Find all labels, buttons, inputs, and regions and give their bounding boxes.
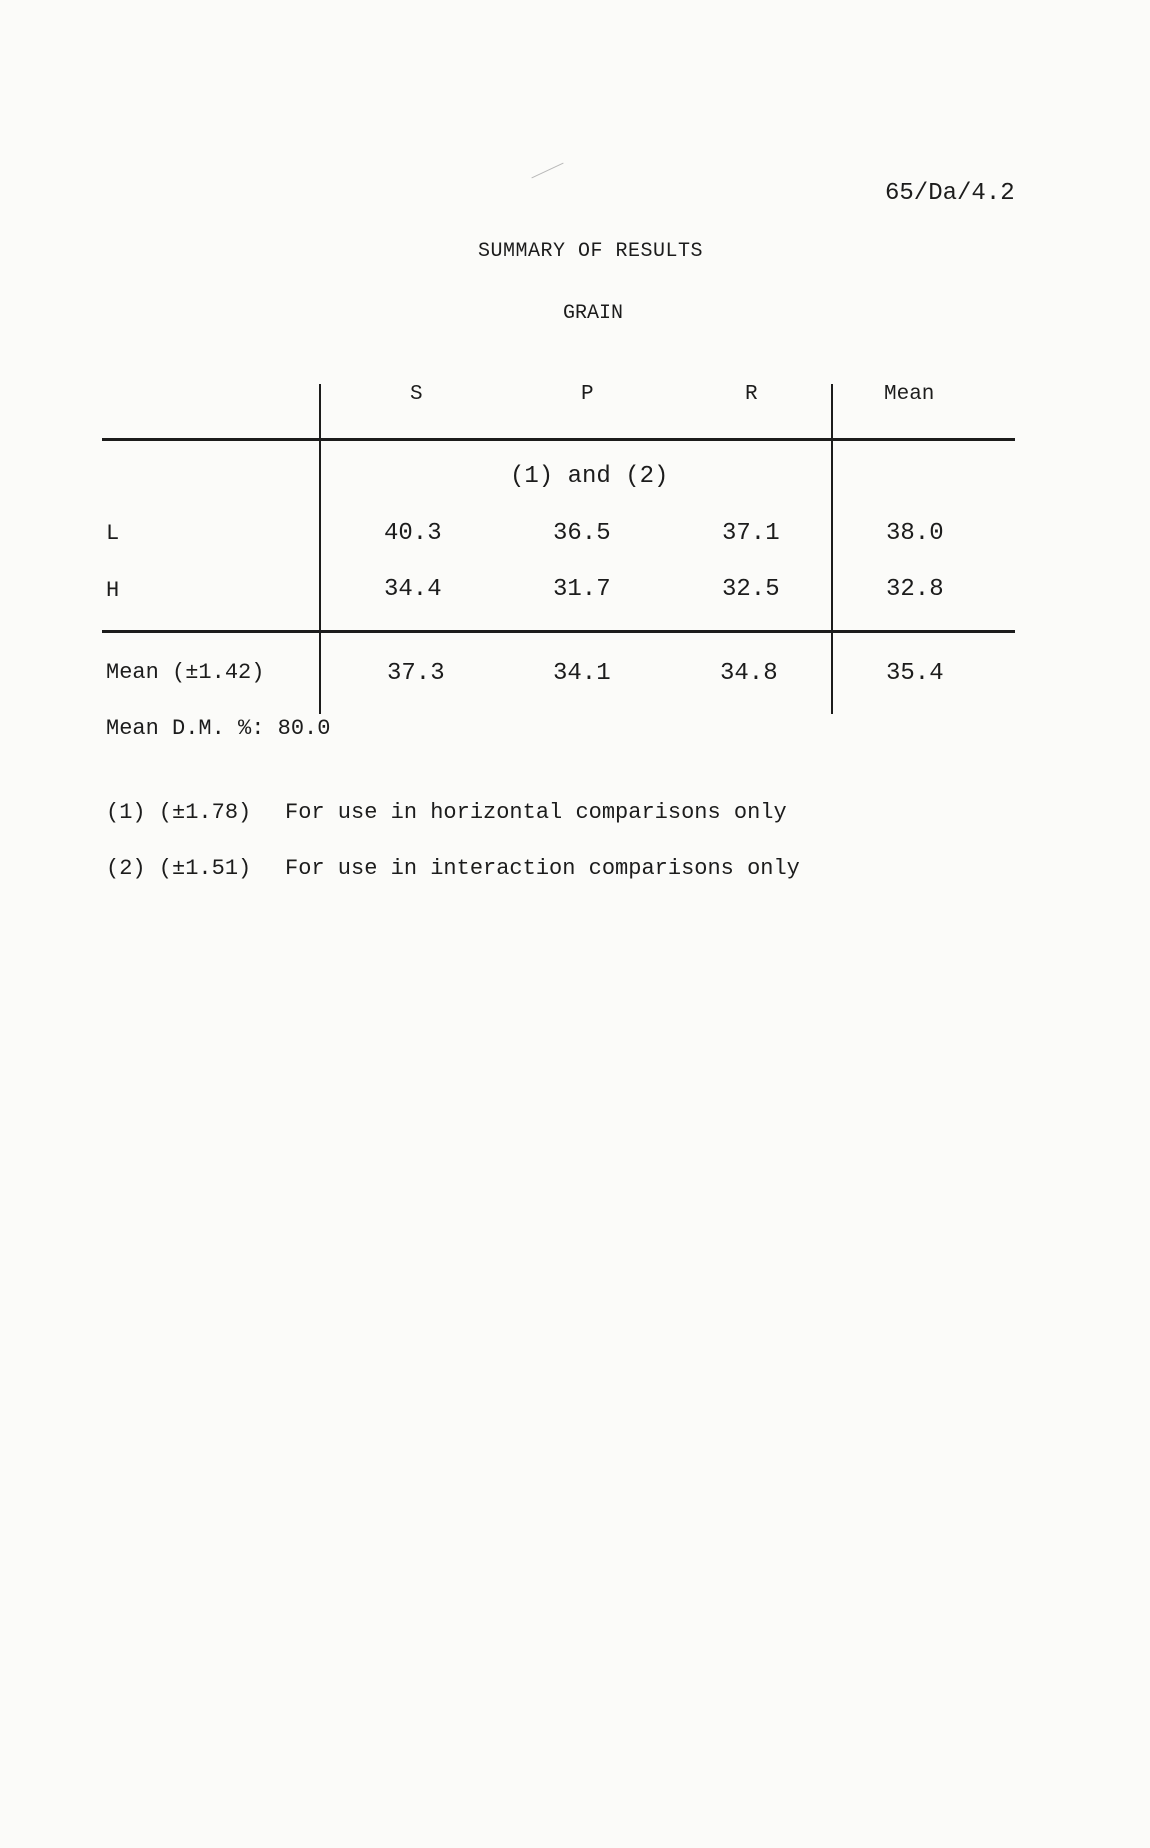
table-cell: 38.0: [886, 520, 944, 547]
page-title: SUMMARY OF RESULTS: [478, 240, 704, 263]
table-right-rule: [831, 384, 833, 714]
table-left-rule: [319, 384, 321, 714]
table-cell: 34.8: [720, 660, 778, 687]
mean-dm: Mean D.M. %: 80.0: [106, 716, 331, 741]
page-subtitle: GRAIN: [563, 302, 624, 325]
table-cell: 32.8: [886, 576, 944, 603]
note-1-marker: (1) (±1.78): [106, 800, 252, 825]
header-divider: [102, 438, 1015, 441]
table-cell: 34.1: [553, 660, 611, 687]
mean-row-label: Mean (±1.42): [106, 660, 265, 685]
document-reference: 65/Da/4.2: [885, 180, 1015, 207]
table-cell: 40.3: [384, 520, 442, 547]
note-1-text: For use in horizontal comparisons only: [285, 800, 787, 825]
row-label-l: L: [106, 521, 120, 546]
table-cell: 31.7: [553, 576, 611, 603]
column-header-r: R: [745, 383, 758, 406]
column-header-mean: Mean: [884, 383, 935, 406]
column-header-p: P: [581, 383, 594, 406]
mean-row-divider: [102, 630, 1015, 633]
table-cell: 37.1: [722, 520, 780, 547]
row-label-h: H: [106, 578, 120, 603]
pencil-mark: [531, 163, 563, 179]
table-cell: 36.5: [553, 520, 611, 547]
section-label: (1) and (2): [510, 463, 669, 490]
table-cell: 35.4: [886, 660, 944, 687]
table-cell: 32.5: [722, 576, 780, 603]
note-2-text: For use in interaction comparisons only: [285, 856, 800, 881]
table-cell: 37.3: [387, 660, 445, 687]
column-header-s: S: [410, 383, 423, 406]
note-2-marker: (2) (±1.51): [106, 856, 252, 881]
table-cell: 34.4: [384, 576, 442, 603]
